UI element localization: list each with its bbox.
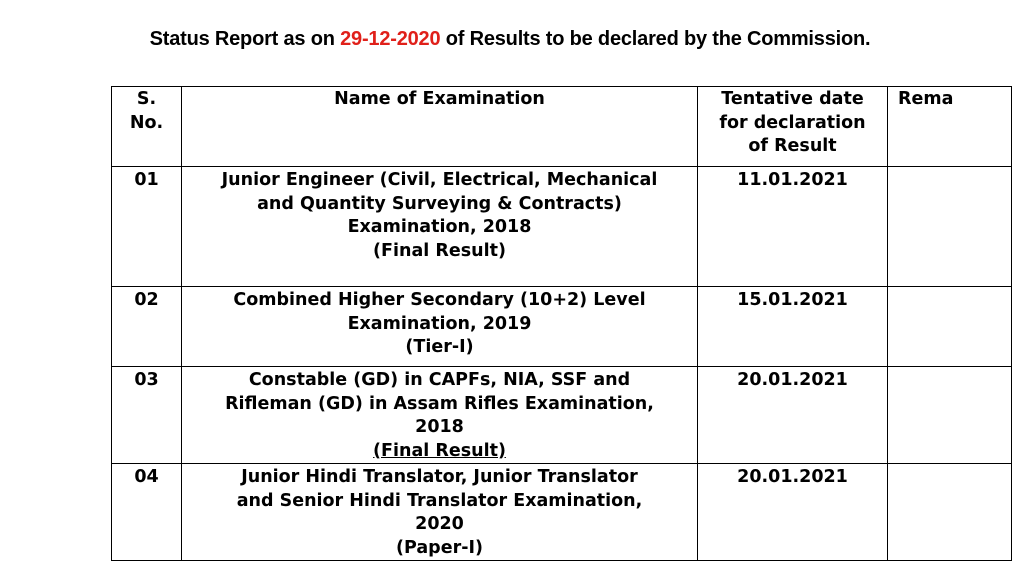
- row-remarks: [888, 367, 1012, 464]
- header-sno-line: No.: [129, 112, 164, 133]
- row-exam-name: [182, 367, 698, 464]
- exam-name-line: 2020: [415, 514, 464, 534]
- exam-name-line: Rifleman (GD) in Assam Rifles Examination,: [225, 393, 654, 414]
- row-date: 20.01.2021: [698, 464, 888, 561]
- row-exam-name: [182, 167, 698, 287]
- header-remarks: Rema: [888, 87, 1012, 167]
- title-date: 29-12-2020: [340, 28, 441, 50]
- results-table: [111, 86, 1012, 561]
- row-exam-name: [182, 287, 698, 367]
- exam-name-line: and Senior Hindi Translator Examination,: [236, 490, 643, 511]
- exam-name-line: (Final Result): [373, 240, 506, 261]
- exam-name-line: Junior Engineer (Civil, Electrical, Mechanical: [221, 170, 658, 190]
- exam-name-line: Junior Hindi Translator, Junior Translator: [241, 467, 638, 487]
- exam-name-line: Combined Higher Secondary (10+2) Level: [233, 290, 646, 310]
- exam-name-line: Constable (GD) in CAPFs, NIA, SSF and: [248, 370, 631, 390]
- header-sno: [112, 87, 182, 167]
- table-row: [112, 464, 1012, 561]
- row-exam-name: [182, 464, 698, 561]
- row-sno: 04: [112, 464, 182, 561]
- row-sno: 03: [112, 367, 182, 464]
- row-remarks: [888, 464, 1012, 561]
- table-row: [112, 367, 1012, 464]
- exam-name-line: (Final Result): [373, 440, 506, 461]
- row-remarks: [888, 287, 1012, 367]
- header-date-line: of Result: [748, 136, 837, 156]
- exam-name-line: Examination, 2018: [347, 217, 532, 237]
- header-date-line: Tentative date: [721, 89, 864, 109]
- row-date: 11.01.2021: [698, 167, 888, 287]
- table-row: [112, 167, 1012, 287]
- title-suffix: of Results to be declared by the Commission.: [440, 28, 871, 50]
- row-date: 20.01.2021: [698, 367, 888, 464]
- exam-name-line: 2018: [415, 417, 464, 437]
- exam-name-line: and Quantity Surveying & Contracts): [257, 193, 622, 214]
- header-date-line: for declaration: [719, 112, 866, 133]
- row-remarks: [888, 167, 1012, 287]
- title-prefix: Status Report as on: [149, 28, 341, 50]
- row-sno: 01: [112, 167, 182, 287]
- row-sno: 02: [112, 287, 182, 367]
- header-name: Name of Examination: [182, 87, 698, 167]
- report-title: [0, 28, 1020, 51]
- table-header-row: [112, 87, 1012, 167]
- table-row: [112, 287, 1012, 367]
- header-date: [698, 87, 888, 167]
- exam-name-line: Examination, 2019: [347, 313, 532, 334]
- exam-name-line: (Tier-I): [405, 337, 474, 357]
- exam-name-line: (Paper-I): [396, 537, 483, 558]
- row-date: 15.01.2021: [698, 287, 888, 367]
- header-sno-line: S.: [136, 89, 157, 109]
